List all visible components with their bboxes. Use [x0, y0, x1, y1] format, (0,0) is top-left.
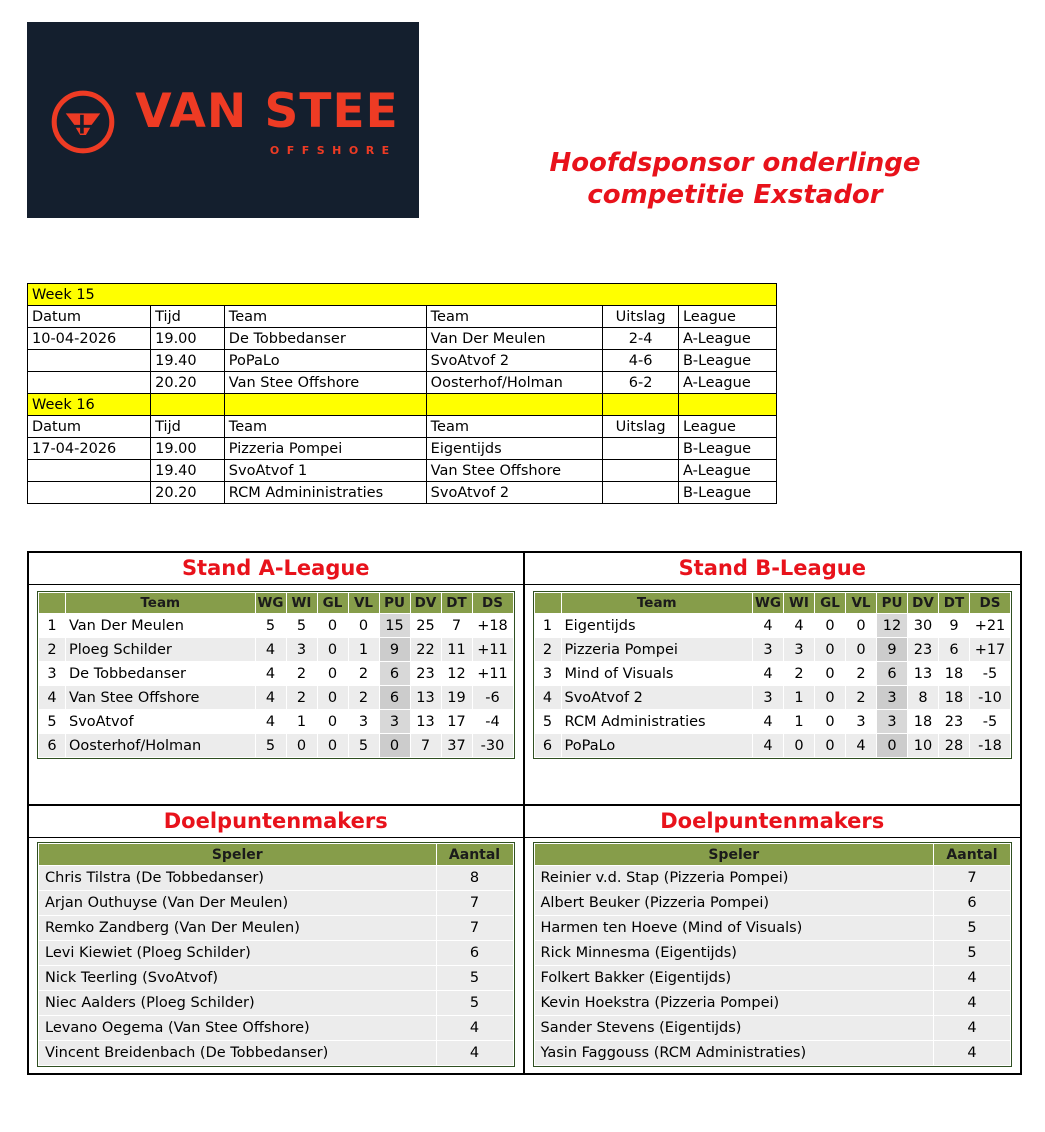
- stand-column-header: VL: [846, 593, 876, 613]
- stand-cell-team: Oosterhof/Holman: [66, 734, 255, 757]
- schedule-row: [28, 438, 777, 460]
- stand-cell-rank: 2: [535, 638, 561, 661]
- scorers-cell-speler: Sander Stevens (Eigentijds): [535, 1016, 934, 1040]
- stand-cell-pu: 3: [877, 686, 907, 709]
- stand-cell-dt: 23: [939, 710, 969, 733]
- stand-cell-team: Pizzeria Pompei: [562, 638, 753, 661]
- schedule-column-header: Uitslag: [603, 306, 679, 328]
- stand-cell-wg: 4: [256, 686, 286, 709]
- stand-cell-dv: 10: [908, 734, 938, 757]
- stand-cell-dv: 22: [411, 638, 441, 661]
- schedule-row: [28, 328, 777, 350]
- stand-cell-dv: 13: [411, 710, 441, 733]
- stand-cell-gl: 0: [318, 662, 348, 685]
- stand-column-header: Team: [562, 593, 753, 613]
- stand-cell-gl: 0: [815, 686, 845, 709]
- stand-cell-wi: 3: [784, 638, 814, 661]
- table-row: [39, 916, 513, 940]
- stand-cell-pu: 6: [380, 686, 410, 709]
- table-row: [39, 1016, 513, 1040]
- stand-cell-rank: 1: [39, 614, 65, 637]
- stand-cell-wi: 2: [287, 686, 317, 709]
- stand-cell-vl: 1: [349, 638, 379, 661]
- stand-cell-gl: 0: [815, 734, 845, 757]
- scorers-cell-aantal: 5: [934, 941, 1010, 965]
- stand-cell-dt: 37: [442, 734, 472, 757]
- scorers-cell-aantal: 6: [934, 891, 1010, 915]
- stand-cell-wi: 1: [784, 710, 814, 733]
- schedule-cell-league: A-League: [678, 328, 776, 350]
- panel-scorers-left: [29, 804, 525, 1073]
- stand-cell-team: PoPaLo: [562, 734, 753, 757]
- stand-cell-vl: 0: [846, 638, 876, 661]
- scorers-cell-aantal: 8: [437, 866, 513, 890]
- stand-cell-wi: 2: [784, 662, 814, 685]
- stand-column-header: GL: [318, 593, 348, 613]
- stand-cell-dt: 28: [939, 734, 969, 757]
- stand-cell-dt: 12: [442, 662, 472, 685]
- schedule-column-header: Tijd: [151, 306, 225, 328]
- schedule-column-header: League: [678, 306, 776, 328]
- scorers-cell-aantal: 6: [437, 941, 513, 965]
- stand-cell-dt: 9: [939, 614, 969, 637]
- stand-cell-dv: 23: [411, 662, 441, 685]
- table-row: [535, 991, 1011, 1015]
- stand-cell-rank: 1: [535, 614, 561, 637]
- scorers-cell-aantal: 4: [437, 1041, 513, 1065]
- schedule-cell-tijd: 19.40: [151, 460, 225, 482]
- schedule-cell-datum: [28, 482, 151, 504]
- stand-cell-team: Van Stee Offshore: [66, 686, 255, 709]
- schedule-column-header: Uitslag: [603, 416, 679, 438]
- stand-cell-rank: 3: [39, 662, 65, 685]
- stand-column-header: VL: [349, 593, 379, 613]
- table-row: [535, 638, 1011, 661]
- logo-wordmark: VAN STEE: [135, 83, 399, 139]
- scorers-cell-speler: Yasin Faggouss (RCM Administraties): [535, 1041, 934, 1065]
- table-row: [39, 710, 513, 733]
- schedule-column-header-row: [28, 306, 777, 328]
- stand-cell-gl: 0: [318, 734, 348, 757]
- stand-cell-ds: -10: [970, 686, 1010, 709]
- stand-cell-wg: 4: [753, 710, 783, 733]
- stand-cell-ds: -6: [473, 686, 513, 709]
- panel-stand-b-league: [525, 553, 1021, 804]
- scorers-column-header: Aantal: [437, 844, 513, 865]
- scorers-column-header: Speler: [535, 844, 934, 865]
- schedule-cell-team1: Pizzeria Pompei: [224, 438, 426, 460]
- table-row: [39, 1041, 513, 1065]
- stand-cell-dv: 18: [908, 710, 938, 733]
- stand-cell-ds: +21: [970, 614, 1010, 637]
- scorers-right-title: Doelpuntenmakers: [525, 806, 1021, 838]
- schedule-cell-team1: De Tobbedanser: [224, 328, 426, 350]
- schedule-cell-uitslag: 2-4: [603, 328, 679, 350]
- stand-cell-wg: 4: [256, 638, 286, 661]
- schedule-column-header: League: [678, 416, 776, 438]
- stand-cell-wi: 4: [784, 614, 814, 637]
- table-row: [535, 1016, 1011, 1040]
- scorers-cell-speler: Nick Teerling (SvoAtvof): [39, 966, 436, 990]
- stand-cell-team: Ploeg Schilder: [66, 638, 255, 661]
- stand-cell-rank: 6: [39, 734, 65, 757]
- stand-cell-wg: 3: [753, 686, 783, 709]
- table-row: [39, 991, 513, 1015]
- schedule-cell-tijd: 19.40: [151, 350, 225, 372]
- stand-cell-gl: 0: [318, 686, 348, 709]
- scorers-cell-speler: Vincent Breidenbach (De Tobbedanser): [39, 1041, 436, 1065]
- stand-cell-dt: 6: [939, 638, 969, 661]
- stand-cell-ds: +18: [473, 614, 513, 637]
- schedule-column-header: Datum: [28, 306, 151, 328]
- scorers-cell-aantal: 4: [934, 1016, 1010, 1040]
- stand-a-league-title: Stand A-League: [29, 553, 523, 585]
- table-row: [535, 916, 1011, 940]
- stand-cell-wg: 4: [753, 614, 783, 637]
- scorers-cell-aantal: 7: [934, 866, 1010, 890]
- table-row: [39, 891, 513, 915]
- panel-scorers-right: [525, 804, 1021, 1073]
- table-row: [535, 941, 1011, 965]
- stand-column-header: GL: [815, 593, 845, 613]
- stand-column-header: PU: [877, 593, 907, 613]
- scorers-cell-speler: Rick Minnesma (Eigentijds): [535, 941, 934, 965]
- schedule-cell-team1: SvoAtvof 1: [224, 460, 426, 482]
- stand-cell-rank: 5: [535, 710, 561, 733]
- stand-cell-dv: 25: [411, 614, 441, 637]
- table-row: [39, 662, 513, 685]
- stand-column-header: WI: [287, 593, 317, 613]
- table-row: [535, 866, 1011, 890]
- stand-cell-pu: 12: [877, 614, 907, 637]
- stand-cell-team: RCM Administraties: [562, 710, 753, 733]
- week-blank-cell: [603, 394, 679, 416]
- schedule-cell-team2: Eigentijds: [426, 438, 603, 460]
- schedule-cell-uitslag: 6-2: [603, 372, 679, 394]
- stand-column-header: [535, 593, 561, 613]
- stand-cell-wi: 1: [784, 686, 814, 709]
- stand-column-header: DV: [908, 593, 938, 613]
- stand-cell-vl: 2: [846, 662, 876, 685]
- stand-cell-ds: -18: [970, 734, 1010, 757]
- standings-row: [29, 553, 1020, 804]
- stand-cell-vl: 3: [846, 710, 876, 733]
- stand-cell-rank: 6: [535, 734, 561, 757]
- week-blank-cell: [678, 394, 776, 416]
- week-label: Week 15: [28, 284, 777, 306]
- table-row: [535, 1041, 1011, 1065]
- stand-cell-ds: +17: [970, 638, 1010, 661]
- stand-cell-pu: 3: [877, 710, 907, 733]
- stand-b-league-title: Stand B-League: [525, 553, 1021, 585]
- stand-cell-rank: 5: [39, 710, 65, 733]
- schedule-cell-team2: SvoAtvof 2: [426, 482, 603, 504]
- stand-cell-team: Van Der Meulen: [66, 614, 255, 637]
- scorers-column-header: Speler: [39, 844, 436, 865]
- stand-cell-vl: 0: [846, 614, 876, 637]
- stand-cell-vl: 2: [349, 686, 379, 709]
- stand-cell-dt: 18: [939, 686, 969, 709]
- scorers-column-header: Aantal: [934, 844, 1010, 865]
- schedule-cell-uitslag: 4-6: [603, 350, 679, 372]
- stand-column-header: PU: [380, 593, 410, 613]
- scorers-cell-aantal: 4: [437, 1016, 513, 1040]
- page-header: [0, 0, 1045, 240]
- table-row: [39, 966, 513, 990]
- week-header-row: [28, 394, 777, 416]
- schedule-cell-datum: [28, 350, 151, 372]
- schedule-cell-league: B-League: [678, 438, 776, 460]
- table-row: [535, 686, 1011, 709]
- stand-cell-vl: 4: [846, 734, 876, 757]
- stand-cell-rank: 2: [39, 638, 65, 661]
- stand-column-header: DT: [442, 593, 472, 613]
- schedule-row: [28, 482, 777, 504]
- schedule-cell-team2: Oosterhof/Holman: [426, 372, 603, 394]
- schedule-column-header-row: [28, 416, 777, 438]
- stand-cell-dt: 11: [442, 638, 472, 661]
- stand-cell-team: Eigentijds: [562, 614, 753, 637]
- schedule-cell-uitslag: [603, 482, 679, 504]
- stand-cell-dv: 13: [908, 662, 938, 685]
- stand-cell-pu: 15: [380, 614, 410, 637]
- week-label: Week 16: [28, 394, 151, 416]
- scorers-cell-speler: Reinier v.d. Stap (Pizzeria Pompei): [535, 866, 934, 890]
- schedule-column-header: Datum: [28, 416, 151, 438]
- stand-column-header: DS: [473, 593, 513, 613]
- schedule-cell-team2: Van Stee Offshore: [426, 460, 603, 482]
- stand-cell-rank: 3: [535, 662, 561, 685]
- schedule-cell-team1: PoPaLo: [224, 350, 426, 372]
- scorers-cell-speler: Arjan Outhuyse (Van Der Meulen): [39, 891, 436, 915]
- stand-column-header: Team: [66, 593, 255, 613]
- stand-cell-dv: 23: [908, 638, 938, 661]
- stand-cell-team: SvoAtvof: [66, 710, 255, 733]
- scorers-cell-aantal: 7: [437, 916, 513, 940]
- stand-column-header: WI: [784, 593, 814, 613]
- stand-cell-rank: 4: [39, 686, 65, 709]
- stand-cell-wg: 4: [753, 734, 783, 757]
- table-row: [535, 614, 1011, 637]
- sponsor-heading-line2: competitie Exstador: [587, 179, 883, 210]
- scorers-cell-speler: Kevin Hoekstra (Pizzeria Pompei): [535, 991, 934, 1015]
- schedule-cell-uitslag: [603, 460, 679, 482]
- stand-cell-ds: +11: [473, 638, 513, 661]
- table-row: [535, 662, 1011, 685]
- table-row: [39, 686, 513, 709]
- stand-cell-wi: 3: [287, 638, 317, 661]
- table-row: [39, 734, 513, 757]
- stand-cell-wg: 4: [256, 710, 286, 733]
- stand-cell-wg: 4: [256, 662, 286, 685]
- scorers-cell-speler: Folkert Bakker (Eigentijds): [535, 966, 934, 990]
- schedule-cell-datum: 10-04-2026: [28, 328, 151, 350]
- week-blank-cell: [426, 394, 603, 416]
- schedule-section: [27, 283, 777, 504]
- scorers-cell-speler: Albert Beuker (Pizzeria Pompei): [535, 891, 934, 915]
- week-blank-cell: [224, 394, 426, 416]
- stand-cell-gl: 0: [815, 662, 845, 685]
- stand-cell-pu: 0: [877, 734, 907, 757]
- scorers-cell-speler: Chris Tilstra (De Tobbedanser): [39, 866, 436, 890]
- scorers-right-table: [533, 842, 1013, 1067]
- stand-cell-vl: 3: [349, 710, 379, 733]
- schedule-cell-tijd: 20.20: [151, 482, 225, 504]
- stand-cell-vl: 5: [349, 734, 379, 757]
- stand-cell-wi: 0: [287, 734, 317, 757]
- stand-cell-wg: 4: [753, 662, 783, 685]
- stand-cell-wi: 0: [784, 734, 814, 757]
- table-row: [535, 966, 1011, 990]
- schedule-cell-league: B-League: [678, 350, 776, 372]
- stand-column-header: WG: [256, 593, 286, 613]
- stand-cell-dv: 7: [411, 734, 441, 757]
- schedule-cell-team2: Van Der Meulen: [426, 328, 603, 350]
- stand-cell-dt: 7: [442, 614, 472, 637]
- schedule-cell-tijd: 20.20: [151, 372, 225, 394]
- stand-cell-pu: 6: [877, 662, 907, 685]
- stand-cell-gl: 0: [815, 638, 845, 661]
- stand-cell-ds: -5: [970, 710, 1010, 733]
- stand-cell-team: SvoAtvof 2: [562, 686, 753, 709]
- table-row: [535, 734, 1011, 757]
- stand-cell-rank: 4: [535, 686, 561, 709]
- table-row: [39, 614, 513, 637]
- schedule-cell-league: A-League: [678, 372, 776, 394]
- stand-cell-vl: 0: [349, 614, 379, 637]
- schedule-column-header: Team: [426, 416, 603, 438]
- schedule-cell-team2: SvoAtvof 2: [426, 350, 603, 372]
- panel-stand-a-league: [29, 553, 525, 804]
- schedule-cell-datum: [28, 460, 151, 482]
- stand-cell-gl: 0: [815, 710, 845, 733]
- scorers-cell-speler: Levi Kiewiet (Ploeg Schilder): [39, 941, 436, 965]
- stand-cell-dv: 13: [411, 686, 441, 709]
- stand-cell-team: De Tobbedanser: [66, 662, 255, 685]
- schedule-column-header: Team: [224, 416, 426, 438]
- sponsor-heading-line1: Hoofdsponsor onderlinge: [549, 148, 921, 178]
- stand-column-header: DT: [939, 593, 969, 613]
- scorers-cell-aantal: 4: [934, 991, 1010, 1015]
- stand-cell-pu: 9: [380, 638, 410, 661]
- stand-cell-dv: 30: [908, 614, 938, 637]
- schedule-column-header: Team: [224, 306, 426, 328]
- stand-column-header: DS: [970, 593, 1010, 613]
- sponsor-heading: [470, 148, 1000, 211]
- stand-cell-ds: +11: [473, 662, 513, 685]
- stand-cell-wg: 5: [256, 734, 286, 757]
- stand-column-header: WG: [753, 593, 783, 613]
- stand-cell-wi: 2: [287, 662, 317, 685]
- schedule-cell-team1: Van Stee Offshore: [224, 372, 426, 394]
- stand-cell-gl: 0: [815, 614, 845, 637]
- table-row: [39, 941, 513, 965]
- panels-grid: [27, 551, 1022, 1075]
- schedule-cell-datum: 17-04-2026: [28, 438, 151, 460]
- stand-cell-ds: -5: [970, 662, 1010, 685]
- stand-column-header: DV: [411, 593, 441, 613]
- scorers-cell-aantal: 5: [437, 991, 513, 1015]
- stand-cell-pu: 0: [380, 734, 410, 757]
- schedule-cell-datum: [28, 372, 151, 394]
- stand-cell-ds: -30: [473, 734, 513, 757]
- schedule-row: [28, 350, 777, 372]
- stand-cell-wi: 1: [287, 710, 317, 733]
- scorers-cell-speler: Levano Oegema (Van Stee Offshore): [39, 1016, 436, 1040]
- scorers-cell-aantal: 5: [934, 916, 1010, 940]
- stand-cell-wg: 3: [753, 638, 783, 661]
- van-stee-circle-funnel-icon: [47, 86, 119, 158]
- stand-cell-pu: 3: [380, 710, 410, 733]
- schedule-row: [28, 460, 777, 482]
- schedule-cell-team1: RCM Admininistraties: [224, 482, 426, 504]
- schedule-column-header: Team: [426, 306, 603, 328]
- schedule-cell-league: A-League: [678, 460, 776, 482]
- scorers-cell-aantal: 7: [437, 891, 513, 915]
- schedule-column-header: Tijd: [151, 416, 225, 438]
- table-row: [39, 638, 513, 661]
- stand-cell-vl: 2: [846, 686, 876, 709]
- stand-b-league-table: [533, 591, 1013, 759]
- stand-a-league-table: [37, 591, 515, 759]
- stand-cell-gl: 0: [318, 710, 348, 733]
- stand-cell-ds: -4: [473, 710, 513, 733]
- stand-column-header: [39, 593, 65, 613]
- logo-subtitle: OFFSHORE: [269, 143, 397, 157]
- stand-cell-gl: 0: [318, 614, 348, 637]
- stand-cell-team: Mind of Visuals: [562, 662, 753, 685]
- van-stee-offshore-logo: [27, 22, 419, 218]
- stand-cell-dt: 19: [442, 686, 472, 709]
- scorers-cell-speler: Niec Aalders (Ploeg Schilder): [39, 991, 436, 1015]
- schedule-row: [28, 372, 777, 394]
- schedule-cell-uitslag: [603, 438, 679, 460]
- scorers-cell-speler: Remko Zandberg (Van Der Meulen): [39, 916, 436, 940]
- stand-cell-pu: 6: [380, 662, 410, 685]
- scorers-left-table: [37, 842, 515, 1067]
- week-header-row: [28, 284, 777, 306]
- stand-cell-dv: 8: [908, 686, 938, 709]
- schedule-cell-tijd: 19.00: [151, 438, 225, 460]
- stand-cell-gl: 0: [318, 638, 348, 661]
- scorers-left-title: Doelpuntenmakers: [29, 806, 523, 838]
- scorers-cell-speler: Harmen ten Hoeve (Mind of Visuals): [535, 916, 934, 940]
- schedule-table: [27, 283, 777, 504]
- stand-cell-pu: 9: [877, 638, 907, 661]
- stand-cell-vl: 2: [349, 662, 379, 685]
- schedule-cell-league: B-League: [678, 482, 776, 504]
- stand-cell-dt: 17: [442, 710, 472, 733]
- scorers-cell-aantal: 5: [437, 966, 513, 990]
- schedule-cell-tijd: 19.00: [151, 328, 225, 350]
- week-blank-cell: [151, 394, 225, 416]
- stand-cell-wg: 5: [256, 614, 286, 637]
- scorers-cell-aantal: 4: [934, 966, 1010, 990]
- scorers-row: [29, 804, 1020, 1073]
- scorers-cell-aantal: 4: [934, 1041, 1010, 1065]
- table-row: [535, 710, 1011, 733]
- table-row: [535, 891, 1011, 915]
- stand-cell-dt: 18: [939, 662, 969, 685]
- stand-cell-wi: 5: [287, 614, 317, 637]
- table-row: [39, 866, 513, 890]
